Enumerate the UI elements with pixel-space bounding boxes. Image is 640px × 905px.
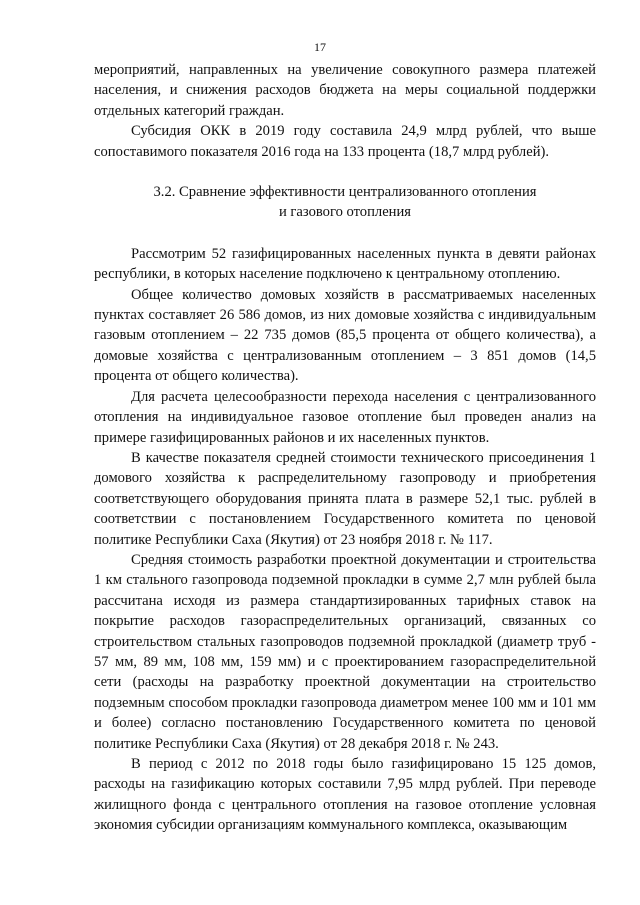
paragraph: Средняя стоимость разработки проектной документации и строительства 1 км стального газопровода подземной прокладки в сумме 2,7 млн рублей была рассчитана исходя из размера стандартизированных тарифных ставок на покрытие расходов газораспределительных организаций, связанных со строительством стальных газопроводов подземной прокладкой (диаметр труб - 57 мм, 89 мм, 108 мм, 159 мм) и с проектированием газораспределительной сети (расходы на разработку проектной документации на строительство подземным способом прокладки газопровода диаметром менее 100 мм и 101 мм и более) согласно постановлению Государственного комитета по ценовой политике Республики Саха (Якутия) от 28 декабря 2018 г. № 243. xyxy=(94,551,596,752)
body-text xyxy=(94,60,596,836)
paragraph: Общее количество домовых хозяйств в рассматриваемых населенных пунктах составляет 26 586 домов, из них домовые хозяйства с индивидуальным газовым отоплением – 22 735 домов (85,5 процента от общего количества), а домовые хозяйства с централизованным отоплением – 3 851 домов (14,5 процента от общего количества). xyxy=(94,286,596,385)
paragraph: Субсидия ОКК в 2019 году составила 24,9 млрд рублей, что выше сопоставимого показателя 2016 года на 133 процента (18,7 млрд рублей). xyxy=(94,123,596,160)
paragraph: мероприятий, направленных на увеличение совокупного размера платежей населения, и снижения расходов бюджета на меры социальной поддержки отдельных категорий граждан. xyxy=(94,62,596,119)
paragraph: В качестве показателя средней стоимости технического присоединения 1 домового хозяйства к распределительному газопроводу и приобретения соответствующего оборудования принята плата в размере 52,1 тыс. рублей в соответствии с постановлением Государственного комитета по ценовой политике Республики Саха (Якутия) от 23 ноября 2018 г. № 117. xyxy=(94,449,596,548)
paragraph: Для расчета целесообразности перехода населения с централизованного отопления на индивидуальное газовое отопление был проведен анализ на примере газифицированных районов и их населенных пунктов. xyxy=(94,388,596,446)
section-heading-line: и газового отопления xyxy=(278,204,412,221)
section-heading xyxy=(94,182,596,223)
page-number: 17 xyxy=(314,40,326,54)
paragraph: Рассмотрим 52 газифицированных населенных пункта в девяти районах республики, в которых население подключено к центральному отоплению. xyxy=(94,245,596,283)
section-heading-line: 3.2. Сравнение эффективности централизованного отопления xyxy=(153,184,537,201)
paragraph: В период с 2012 по 2018 годы было газифицировано 15 125 домов, расходы на газификацию которых составили 7,95 млрд рублей. При переводе жилищного фонда с центрального отопления на газовое отопление условная экономия субсидии организациям коммунального комплекса, оказывающим xyxy=(94,756,596,834)
